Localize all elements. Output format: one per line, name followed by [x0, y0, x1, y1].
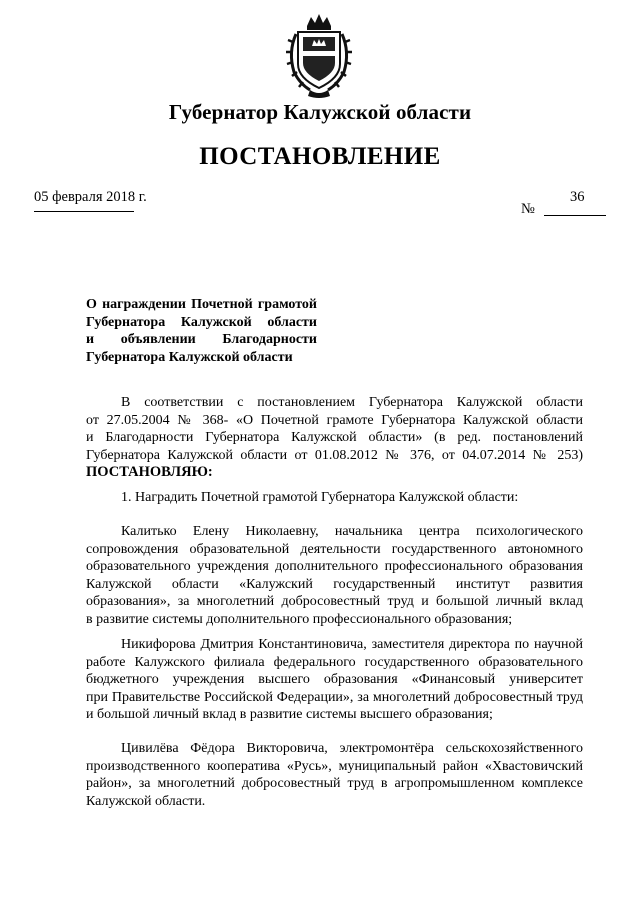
document-date: 05 февраля 2018 г.: [34, 189, 147, 205]
date-underline: [34, 211, 134, 212]
text-line: в развитие системы дополнительного профессионального образования;: [86, 611, 513, 627]
text-line: производственного кооператива «Русь», муниципальный район «Хвастовичский: [86, 758, 583, 774]
text-line: В соответствии с постановлением Губернатора Калужской области: [121, 395, 583, 410]
text-line: Калужской области «Калужский государственный институт развития: [86, 576, 583, 592]
text-line: и большой личный вклад в развитие системы высшего образования;: [86, 707, 493, 722]
text-line: образовательного учреждения дополнительного профессионального образования: [86, 559, 583, 574]
text-line: от 27.05.2004 № 368- «О Почетной грамоте Губернатора Калужской области: [86, 412, 583, 428]
issuing-authority: Губернатор Калужской области: [168, 100, 472, 124]
item-1-heading: [86, 489, 583, 507]
text-line: Никифорова Дмитрия Константиновича, заместителя директора по научной: [121, 637, 583, 652]
subject-line: и объявлении Благодарности: [86, 332, 317, 347]
subject-line: Губернатора Калужской области: [86, 349, 293, 365]
document-type-title: ПОСТАНОВЛЕНИЕ: [199, 143, 441, 170]
document-number: 36: [570, 189, 585, 205]
awardee-paragraph: [86, 523, 583, 628]
text-line: при Правительстве Российской Федерации», за многолетний добросовестный труд: [86, 689, 583, 705]
text-line: сопровождения образовательной деятельности государственного автономного: [86, 541, 583, 557]
text-line: Калужской области.: [86, 793, 206, 809]
text-line: работе Калужского филиала федерального государственного образовательного: [86, 654, 583, 670]
text-line: Губернатора Калужской области от 01.08.2012 № 376, от 04.07.2014 № 253): [86, 447, 583, 463]
text-line: район», за многолетний добросовестный труд в агропромышленном комплексе: [86, 776, 583, 791]
awardee-paragraph: [86, 636, 583, 724]
text-line: Цивилёва Фёдора Викторовича, электромонтёра сельскохозяйственного: [121, 741, 583, 756]
awardee-paragraph: [86, 740, 583, 810]
text-line: образования», за многолетний добросовестный труд и большой личный вклад: [86, 594, 583, 609]
number-underline: [544, 215, 606, 216]
text-line: бюджетного учреждения высшего образования «Финансовый университет: [86, 672, 583, 687]
number-label: №: [521, 201, 535, 217]
document-subject: [86, 296, 317, 366]
coat-of-arms-icon: [284, 12, 354, 98]
text-line: и Благодарности Губернатора Калужской области» (в ред. постановлений: [86, 430, 583, 445]
subject-line: Губернатора Калужской области: [86, 314, 317, 330]
resolve-statement: [86, 464, 583, 482]
preamble-paragraph: [86, 394, 583, 464]
text-line: ПОСТАНОВЛЯЮ:: [86, 464, 213, 480]
text-line: Калитько Елену Николаевну, начальника центра психологического: [121, 524, 583, 539]
text-line: 1. Наградить Почетной грамотой Губернатора Калужской области:: [121, 490, 519, 505]
subject-line: О награждении Почетной грамотой: [86, 297, 317, 312]
